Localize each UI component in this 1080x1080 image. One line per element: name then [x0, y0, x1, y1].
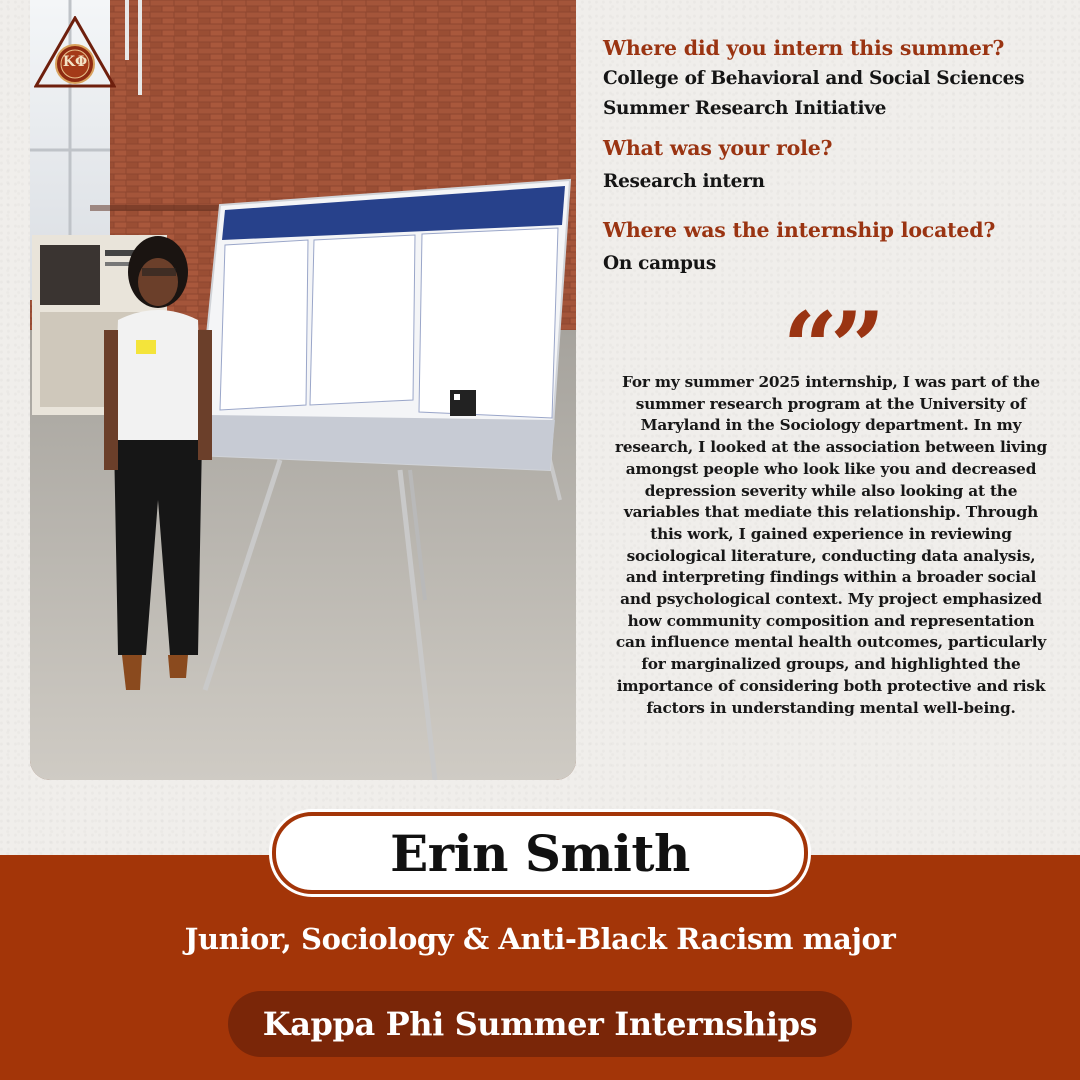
testimonial-line: summer research program at the University of — [635, 394, 1027, 413]
question-1: Where did you intern this summer? — [603, 36, 1005, 60]
answer-2: Research intern — [603, 171, 765, 192]
testimonial-line: for marginalized groups, and highlighted the — [641, 655, 1021, 674]
testimonial-line: and psychological context. My project emphasized — [620, 590, 1042, 609]
answer-1-line-1: College of Behavioral and Social Sciences — [603, 68, 1025, 89]
qa-role — [603, 134, 1063, 195]
major-text: Junior, Sociology & Anti-Black Racism major — [184, 922, 896, 956]
kappa-phi-crest-icon — [34, 16, 116, 88]
testimonial-line: amongst people who look like you and decreased — [625, 459, 1037, 478]
testimonial-line: For my summer 2025 internship, I was part of the — [622, 373, 1040, 391]
program-badge — [228, 991, 852, 1057]
testimonial-line: depression severity while also looking at the — [644, 481, 1018, 500]
testimonial-line: variables that mediate this relationship. Through — [623, 503, 1039, 522]
crest-letters: ΚΦ — [62, 54, 88, 70]
testimonial-line: Maryland in the Sociology department. In my — [640, 416, 1022, 435]
intern-photo — [30, 0, 576, 780]
qa-internship-location — [603, 34, 1063, 122]
answer-3: On campus — [603, 253, 716, 274]
testimonial-text — [592, 372, 1070, 719]
answer-1-line-2: Summer Research Initiative — [603, 98, 887, 119]
testimonial-line: importance of considering both protective and risk — [616, 676, 1046, 695]
testimonial-line: sociological literature, conducting data analysis, — [626, 546, 1036, 565]
quote-icon: “” — [782, 291, 878, 404]
testimonial-line: and interpreting findings within a broader social — [625, 568, 1037, 587]
testimonial-line: can influence mental health outcomes, particularly — [615, 633, 1047, 652]
question-2: What was your role? — [603, 136, 833, 160]
name-badge — [272, 812, 808, 894]
testimonial-line: factors in understanding mental well-being. — [646, 698, 1016, 717]
intern-name: Erin Smith — [390, 823, 690, 883]
testimonial-line: research, I looked at the association between living — [614, 438, 1047, 457]
testimonial-line: this work, I gained experience in reviewing — [650, 524, 1012, 543]
program-title: Kappa Phi Summer Internships — [262, 1005, 818, 1043]
question-3: Where was the internship located? — [603, 218, 996, 242]
testimonial-line: how community composition and representation — [627, 611, 1035, 630]
qa-location — [603, 216, 1063, 277]
